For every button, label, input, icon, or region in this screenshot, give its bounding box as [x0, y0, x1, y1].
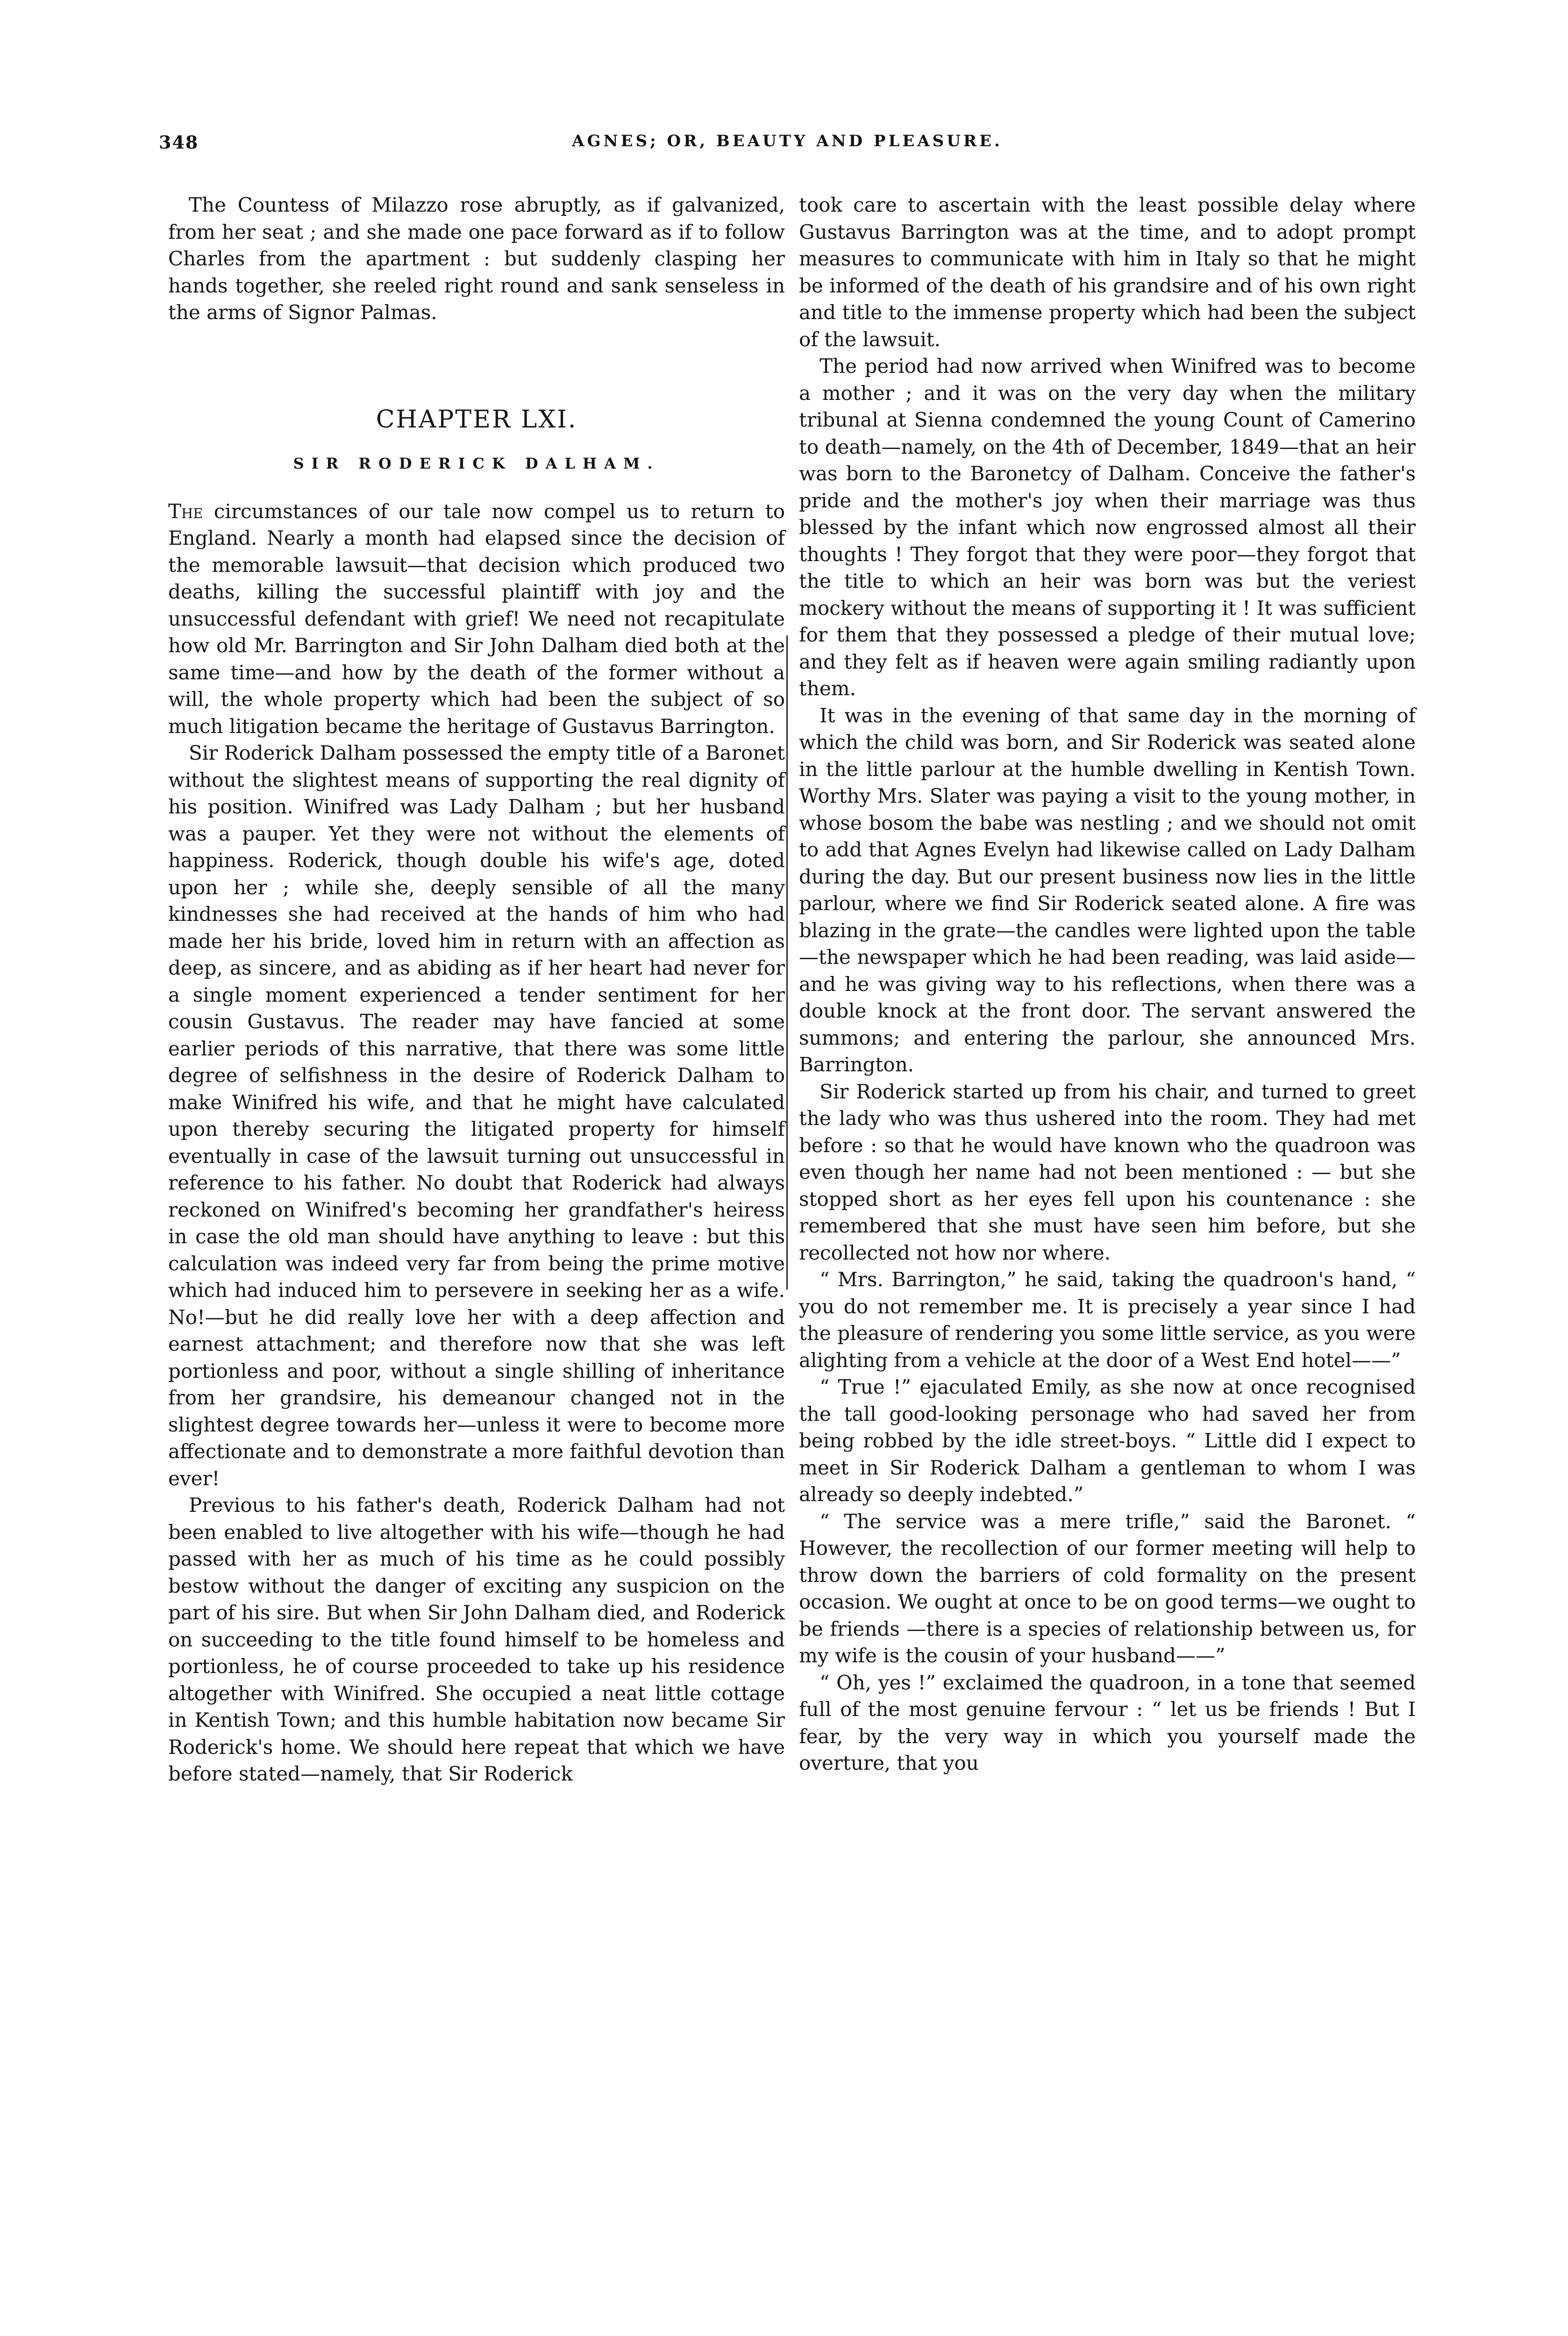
chapter-first-word: The: [168, 499, 203, 523]
right-paragraph-7: “ The service was a mere trifle,” said the Baronet. “ However, the recollection of our former meeting will help to throw down the barriers of cold formality on the present occasion. We ought at once to be on good terms—we ought to be friends —there is a species of relationship between us, for my wife is the cousin of your husband——”: [799, 1510, 1416, 1667]
right-paragraph-4: Sir Roderick started up from his chair, and turned to greet the lady who was thus ushered into the room. They had met before : so that he would have known who the quadroon was even though her name had not been mentioned : — but she stopped short as her eyes fell upon his countenance : she remembered that she must have seen him before, but she recollected not how nor where.: [799, 1080, 1416, 1264]
right-paragraph-2: The period had now arrived when Winifred was to become a mother ; and it was on the very day when the military tribunal at Sienna condemned the young Count of Camerino to death—namely, on the 4th of December, 1849—that an heir was born to the Baronetcy of Dalham. Conceive the father's pride and the mother's joy when their marriage was thus blessed by the infant which now engrossed almost all their thoughts ! They forgot that they were poor—they forgot that the title to which an heir was born was but the veriest mockery without the means of supporting it ! It was sufficient for them that they possessed a pledge of their mutual love; and they felt as if heaven were again smiling radiantly upon them.: [799, 355, 1416, 700]
page-number: 348: [159, 132, 199, 153]
left-paragraph-1-text: circumstances of our tale now compel us to return to England. Nearly a month had elapsed since the decision of the memorable lawsuit—that decision which produced two deaths, killing the successful plaintiff with joy and the unsuccessful defendant with grief! We need not recapitulate how old Mr. Barrington and Sir John Dalham died both at the same time—and how by the death of the former without a will, the whole property which had been the subject of so much litigation became the heritage of Gustavus Barrington.: [168, 499, 785, 738]
chapter-heading: CHAPTER LXI.: [376, 405, 577, 434]
left-paragraph-1: [168, 498, 785, 740]
right-column: [799, 192, 1416, 1777]
right-paragraph-6: “ True !” ejaculated Emily, as she now at once recognised the tall good-looking personage who had saved her from being robbed by the idle street-boys. “ Little did I expect to meet in Sir Roderick Dalham a gentleman to whom I was already so deeply indebted.”: [799, 1375, 1416, 1506]
left-paragraph-2: Sir Roderick Dalham possessed the empty title of a Baronet without the slightest means of supporting the real dignity of his position. Winifred was Lady Dalham ; but her husband was a pauper. Yet they were not without the elements of happiness. Roderick, though double his wife's age, doted upon her ; while she, deeply sensible of all the many kindnesses she had received at the hands of him who had made her his bride, loved him in return with an affection as deep, as sincere, and as abiding as if her heart had never for a single moment experienced a tender sentiment for her cousin Gustavus. The reader may have fancied at some earlier periods of this narrative, that there was some little degree of selfishness in the desire of Roderick Dalham to make Winifred his wife, and that he might have calculated upon thereby securing the litigated property for himself eventually in case of the lawsuit turning out unsuccessful in reference to his father. No doubt that Roderick had always reckoned on Winifred's becoming her grandfather's heiress in case the old man should have anything to leave : but this calculation was indeed very far from being the prime motive which had induced him to persevere in seeking her as a wife. No!—but he did really love her with a deep affection and earnest attachment; and therefore now that she was left portionless and poor, without a single shilling of inheritance from her grandsire, his demeanour changed not in the slightest degree towards her—unless it were to become more affectionate and to demonstrate a more faithful devotion than ever!: [168, 741, 785, 1490]
running-title: AGNES; OR, BEAUTY AND PLEASURE.: [572, 132, 1003, 150]
left-column: [168, 192, 785, 1788]
left-paragraph-3: Previous to his father's death, Roderick Dalham had not been enabled to live altogether with his wife—though he had passed with her as much of his time as he could possibly bestow without the danger of exciting any suspicion on the part of his sire. But when Sir John Dalham died, and Roderick on succeeding to the title found himself to be homeless and portionless, he of course proceeded to take up his residence altogether with Winifred. She occupied a neat little cottage in Kentish Town; and this humble habitation now became Sir Roderick's home. We should here repeat that which we have before stated—namely, that Sir Roderick: [168, 1494, 785, 1785]
chapter-subtitle: SIR RODERICK DALHAM.: [293, 454, 660, 472]
right-paragraph-5: “ Mrs. Barrington,” he said, taking the quadroon's hand, “ you do not remember me. It is precisely a year since I had the pleasure of rendering you some little service, as you were alighting from a vehicle at the door of a West End hotel——”: [799, 1268, 1416, 1372]
left-opening-paragraph: The Countess of Milazzo rose abruptly, as if galvanized, from her seat ; and she made one pace forward as if to follow Charles from the apartment : but suddenly clasping her hands together, she reeled right round and sank senseless in the arms of Signor Palmas.: [168, 193, 785, 324]
column-divider: [786, 635, 788, 1289]
running-head: [159, 132, 1416, 160]
right-paragraph-3: It was in the evening of that same day in the morning of which the child was born, and Sir Roderick was seated alone in the little parlour at the humble dwelling in Kentish Town. Worthy Mrs. Slater was paying a visit to the young mother, in whose bosom the babe was nestling ; and we should not omit to add that Agnes Evelyn had likewise called on Lady Dalham during the day. But our present business now lies in the little parlour, where we find Sir Roderick seated alone. A fire was blazing in the grate—the candles were lighted upon the table—the newspaper which he had been reading, was laid aside—and he was giving way to his reflections, when there was a double knock at the front door. The servant answered the summons; and entering the parlour, she announced Mrs. Barrington.: [799, 704, 1416, 1076]
right-paragraph-8: “ Oh, yes !” exclaimed the quadroon, in a tone that seemed full of the most genuine fervour : “ let us be friends ! But I fear, by the very way in which you yourself made the overture, that you: [799, 1671, 1416, 1774]
right-paragraph-1: took care to ascertain with the least possible delay where Gustavus Barrington was at the time, and to adopt prompt measures to communicate with him in Italy so that he might be informed of the death of his grandsire and of his own right and title to the immense property which had been the subject of the lawsuit.: [799, 193, 1416, 351]
